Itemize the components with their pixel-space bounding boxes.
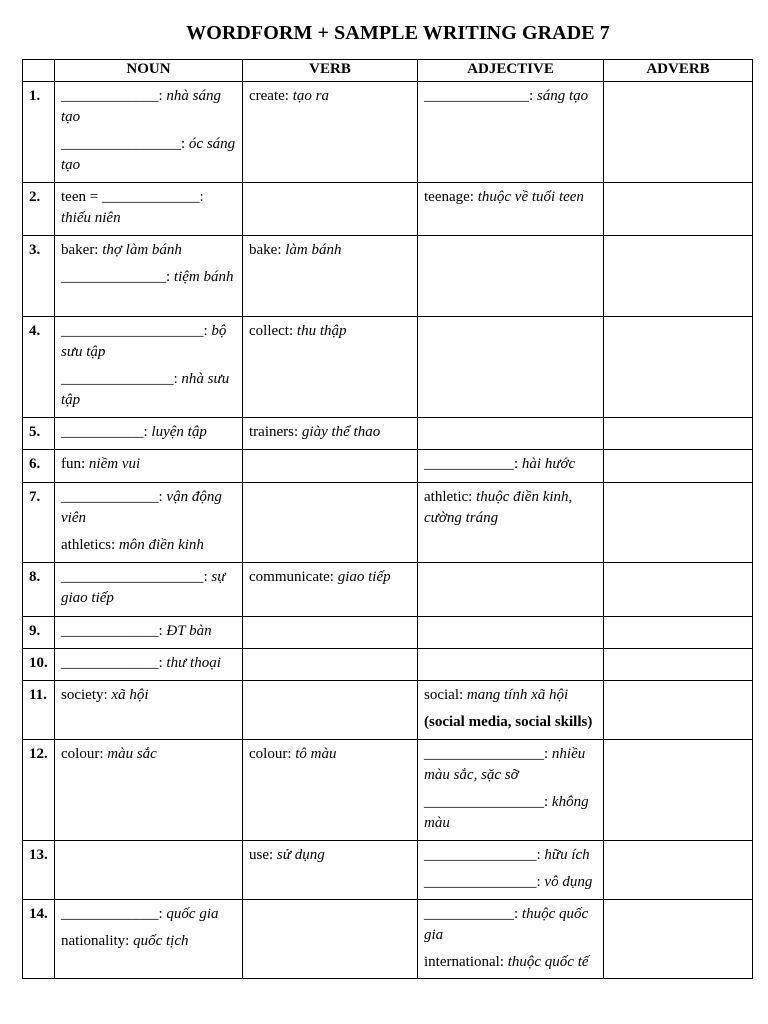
word-form: ___________________: [61,569,212,585]
word-meaning: tiệm bánh [173,269,234,285]
table-row [23,418,753,450]
word-entry [424,845,597,866]
word-meaning: vô dụng [544,874,593,890]
noun-cell [55,418,243,450]
row-number: 1. [23,82,55,183]
noun-cell [55,649,243,681]
adv-cell [604,841,753,900]
word-entry [424,86,597,107]
word-entry [424,744,597,786]
word-meaning: tạo ra [292,88,329,104]
adj-cell [418,617,604,649]
word-form: society: [61,687,112,703]
word-form: social: [424,687,467,703]
word-entry [61,134,236,176]
word-meaning: thư thoại [166,655,221,671]
word-form: ____________: [424,906,522,922]
row-number: 8. [23,563,55,617]
adv-cell [604,740,753,841]
word-entry [424,872,597,893]
noun-cell [55,900,243,979]
word-entry [61,744,236,765]
verb-cell [243,183,418,236]
adj-cell [418,317,604,418]
word-form: bake: [249,242,286,258]
word-meaning: quốc gia [166,906,219,922]
adv-cell [604,563,753,617]
table-row [23,681,753,740]
word-form: athletic: [424,489,477,505]
word-meaning: không màu [424,794,589,831]
word-meaning: làm bánh [285,242,342,258]
noun-cell [55,740,243,841]
row-number: 9. [23,617,55,649]
word-entry [61,904,236,925]
word-entry [61,535,236,556]
word-entry [61,369,236,411]
page-title: WORDFORM + SAMPLE WRITING GRADE 7 [186,22,610,44]
table-row [23,183,753,236]
word-meaning: hữu ích [544,847,590,863]
table-row [23,450,753,483]
noun-cell [55,841,243,900]
word-meaning: thuộc điền kinh, cường tráng [424,489,573,526]
row-number: 4. [23,317,55,418]
word-entry [249,567,411,588]
word-form: _____________: [61,88,167,104]
word-form: international: [424,954,508,970]
word-entry [424,904,597,946]
adj-cell [418,82,604,183]
word-form: trainers: [249,424,302,440]
word-form: ________________: [61,136,189,152]
word-meaning: thuộc quốc gia [424,906,589,943]
word-form: create: [249,88,293,104]
word-meaning: mang tính xã hội [466,687,569,703]
word-meaning: hài hước [521,456,576,472]
word-form: collect: [249,323,297,339]
row-number: 5. [23,418,55,450]
adj-cell [418,740,604,841]
verb-cell [243,649,418,681]
word-form: ______________: [61,269,174,285]
word-meaning: nhiều màu sắc, sặc sỡ [424,746,586,783]
noun-cell [55,82,243,183]
word-entry [61,567,236,609]
word-entry [249,744,411,765]
word-form: (social media, social skills) [424,714,593,730]
word-entry [61,240,236,261]
adv-cell [604,681,753,740]
word-meaning: luyện tập [151,424,207,440]
adv-cell [604,236,753,317]
verb-cell [243,236,418,317]
table-row [23,841,753,900]
word-meaning: giao tiếp [337,569,391,585]
table-row [23,317,753,418]
word-meaning: thợ làm bánh [102,242,182,258]
noun-cell [55,483,243,563]
table-row [23,563,753,617]
word-entry [424,952,597,973]
verb-cell [243,740,418,841]
word-form: _____________: [61,906,167,922]
adj-cell [418,483,604,563]
table-row [23,740,753,841]
word-entry [61,267,236,288]
word-form: _____________: [61,489,167,505]
word-form: ______________: [424,88,537,104]
word-form: _____________: [61,623,167,639]
noun-cell [55,681,243,740]
header-adverb: ADVERB [604,60,753,82]
word-form: ___________: [61,424,152,440]
word-meaning: bộ sưu tập [61,323,227,360]
word-meaning: môn điền kinh [118,537,204,553]
row-number: 14. [23,900,55,979]
word-form: teen = _____________: [61,189,204,205]
word-form: colour: [61,746,108,762]
noun-cell [55,317,243,418]
header-number [23,60,55,82]
header-verb: VERB [243,60,418,82]
word-form: nationality: [61,933,134,949]
adv-cell [604,418,753,450]
word-entry [424,712,597,733]
table-row [23,483,753,563]
adj-cell [418,183,604,236]
word-form: ________________: [424,746,552,762]
word-entry [424,792,597,834]
row-number: 2. [23,183,55,236]
word-entry [61,422,236,443]
adj-cell [418,841,604,900]
word-entry [61,487,236,529]
adj-cell [418,418,604,450]
header-noun: NOUN [55,60,243,82]
word-entry [424,187,597,208]
word-meaning: sáng tạo [536,88,589,104]
word-entry [61,187,236,229]
word-meaning: sử dụng [276,847,325,863]
verb-cell [243,82,418,183]
noun-cell [55,563,243,617]
word-entry [61,685,236,706]
table-row [23,617,753,649]
adv-cell [604,483,753,563]
adv-cell [604,82,753,183]
noun-cell [55,450,243,483]
word-meaning: tô màu [295,746,337,762]
table-row [23,236,753,317]
adj-cell [418,450,604,483]
adv-cell [604,649,753,681]
word-form: colour: [249,746,296,762]
row-number: 3. [23,236,55,317]
word-meaning: quốc tịch [133,933,189,949]
word-entry [424,487,597,529]
word-form: communicate: [249,569,338,585]
verb-cell [243,681,418,740]
row-number: 6. [23,450,55,483]
word-form: baker: [61,242,103,258]
adv-cell [604,183,753,236]
adj-cell [418,563,604,617]
row-number: 11. [23,681,55,740]
header-adjective: ADJECTIVE [418,60,604,82]
word-entry [249,321,411,342]
word-meaning: thu thập [296,323,347,339]
word-form: _____________: [61,655,167,671]
word-meaning: vận động viên [61,489,222,526]
word-entry [424,685,597,706]
word-form: use: [249,847,277,863]
word-entry [249,240,411,261]
word-form: fun: [61,456,89,472]
adv-cell [604,900,753,979]
adv-cell [604,317,753,418]
table-row [23,649,753,681]
word-meaning: nhà sưu tập [61,371,230,408]
word-entry [61,653,236,674]
table-row [23,82,753,183]
word-form: ___________________: [61,323,212,339]
word-form: _______________: [424,847,545,863]
word-form: ________________: [424,794,552,810]
table-body [23,82,753,979]
verb-cell [243,841,418,900]
adj-cell [418,649,604,681]
verb-cell [243,483,418,563]
verb-cell [243,450,418,483]
word-form: ____________: [424,456,522,472]
verb-cell [243,418,418,450]
noun-cell [55,183,243,236]
word-meaning: sự giao tiếp [61,569,226,606]
word-meaning: xã hội [111,687,149,703]
word-form: _______________: [61,371,182,387]
word-entry [61,621,236,642]
noun-cell [55,617,243,649]
word-meaning: ĐT bàn [166,623,212,639]
adv-cell [604,617,753,649]
table-row [23,900,753,979]
word-entry [61,454,236,475]
verb-cell [243,317,418,418]
word-meaning: màu sắc [107,746,157,762]
word-entry [249,845,411,866]
adj-cell [418,681,604,740]
word-meaning: thiếu niên [61,210,121,226]
word-meaning: thuộc quốc tế [507,954,589,970]
word-meaning: thuộc về tuổi teen [477,189,584,205]
word-meaning: giày thể thao [301,424,381,440]
noun-cell [55,236,243,317]
word-meaning: niềm vui [88,456,141,472]
word-entry [249,86,411,107]
adj-cell [418,236,604,317]
verb-cell [243,900,418,979]
row-number: 7. [23,483,55,563]
wordform-table [22,59,753,979]
row-number: 12. [23,740,55,841]
word-form: _______________: [424,874,545,890]
adv-cell [604,450,753,483]
word-entry [249,422,411,443]
row-number: 10. [23,649,55,681]
verb-cell [243,617,418,649]
word-meaning: nhà sáng tạo [61,88,222,125]
row-number: 13. [23,841,55,900]
adj-cell [418,900,604,979]
word-form: athletics: [61,537,119,553]
word-entry [61,86,236,128]
word-entry [61,931,236,952]
header-row [23,60,753,82]
word-form: teenage: [424,189,478,205]
word-entry [424,454,597,475]
verb-cell [243,563,418,617]
word-meaning: óc sáng tạo [61,136,236,173]
word-entry [61,321,236,363]
